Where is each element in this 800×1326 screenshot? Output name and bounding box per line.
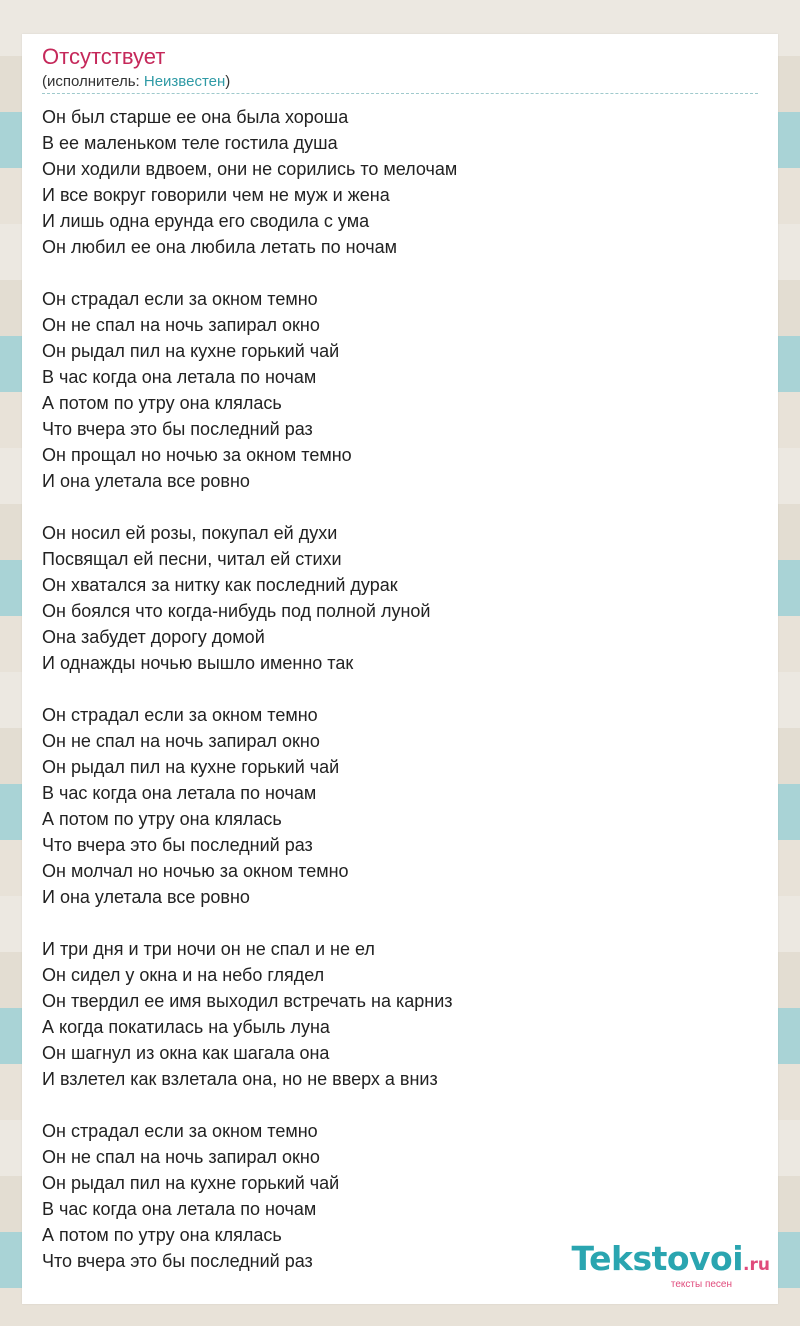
lyric-line: Он не спал на ночь запирал окно xyxy=(42,315,320,335)
stanza xyxy=(42,286,758,494)
lyric-line: А потом по утру она клялась xyxy=(42,1225,282,1245)
lyric-line: Что вчера это бы последний раз xyxy=(42,1251,313,1271)
lyric-line: Он шагнул из окна как шагала она xyxy=(42,1043,330,1063)
header-divider xyxy=(42,93,758,94)
artist-prefix: (исполнитель: xyxy=(42,73,144,90)
lyric-line: А потом по утру она клялась xyxy=(42,809,282,829)
stanza xyxy=(42,520,758,676)
lyric-line: Он носил ей розы, покупал ей духи xyxy=(42,523,338,543)
lyric-line: Он твердил ее имя выходил встречать на карниз xyxy=(42,991,453,1011)
artist-line xyxy=(42,73,230,91)
lyric-line: Он не спал на ночь запирал окно xyxy=(42,731,320,751)
lyric-line: Он рыдал пил на кухне горький чай xyxy=(42,757,340,777)
lyric-line: Он рыдал пил на кухне горький чай xyxy=(42,1173,340,1193)
lyric-line: И однажды ночью вышло именно так xyxy=(42,653,354,673)
logo-name: Tekstovoi xyxy=(571,1239,744,1278)
site-logo[interactable] xyxy=(571,1239,771,1290)
lyric-line: Он страдал если за окном темно xyxy=(42,289,318,309)
lyric-line: Он молчал но ночью за окном темно xyxy=(42,861,349,881)
lyric-line: Он страдал если за окном темно xyxy=(42,705,318,725)
lyrics-card xyxy=(22,34,778,1304)
lyric-line: Он сидел у окна и на небо глядел xyxy=(42,965,325,985)
lyric-line: Они ходили вдвоем, они не сорились то мелочам xyxy=(42,159,458,179)
lyric-line: Что вчера это бы последний раз xyxy=(42,419,313,439)
lyric-line: И три дня и три ночи он не спал и не ел xyxy=(42,939,375,959)
stanza xyxy=(42,702,758,910)
lyric-line: Он не спал на ночь запирал окно xyxy=(42,1147,320,1167)
artist-suffix: ) xyxy=(225,73,231,90)
lyric-line: И она улетала все ровно xyxy=(42,887,250,907)
lyric-line: Он прощал но ночью за окном темно xyxy=(42,445,352,465)
lyric-line: И все вокруг говорили чем не муж и жена xyxy=(42,185,390,205)
lyric-line: И она улетала все ровно xyxy=(42,471,250,491)
logo-tagline: тексты песен xyxy=(670,1279,732,1290)
lyric-line: Он рыдал пил на кухне горький чай xyxy=(42,341,340,361)
lyric-line: В час когда она летала по ночам xyxy=(42,367,317,387)
lyric-line: Что вчера это бы последний раз xyxy=(42,835,313,855)
lyric-line: В час когда она летала по ночам xyxy=(42,783,317,803)
lyric-line: В час когда она летала по ночам xyxy=(42,1199,317,1219)
song-title: Отсутствует xyxy=(42,44,166,69)
lyric-line: И лишь одна ерунда его сводила с ума xyxy=(42,211,370,231)
logo-wordmark xyxy=(571,1239,771,1282)
lyric-line: Он страдал если за окном темно xyxy=(42,1121,318,1141)
stanza xyxy=(42,104,758,260)
lyric-line: Он был старше ее она была хороша xyxy=(42,107,349,127)
lyric-line: В ее маленьком теле гостила душа xyxy=(42,133,338,153)
lyrics-body xyxy=(42,104,758,1300)
lyric-line: Он боялся что когда-нибудь под полной луной xyxy=(42,601,431,621)
lyric-line: Посвящал ей песни, читал ей стихи xyxy=(42,549,342,569)
lyric-line: И взлетел как взлетала она, но не вверх а вниз xyxy=(42,1069,438,1089)
lyric-line: Она забудет дорогу домой xyxy=(42,627,265,647)
stanza xyxy=(42,936,758,1092)
logo-tld: .ru xyxy=(743,1255,770,1275)
lyric-line: Он хватался за нитку как последний дурак xyxy=(42,575,398,595)
lyric-line: А когда покатилась на убыль луна xyxy=(42,1017,330,1037)
lyric-line: А потом по утру она клялась xyxy=(42,393,282,413)
lyric-line: Он любил ее она любила летать по ночам xyxy=(42,237,397,257)
artist-link[interactable]: Неизвестен xyxy=(143,73,226,90)
